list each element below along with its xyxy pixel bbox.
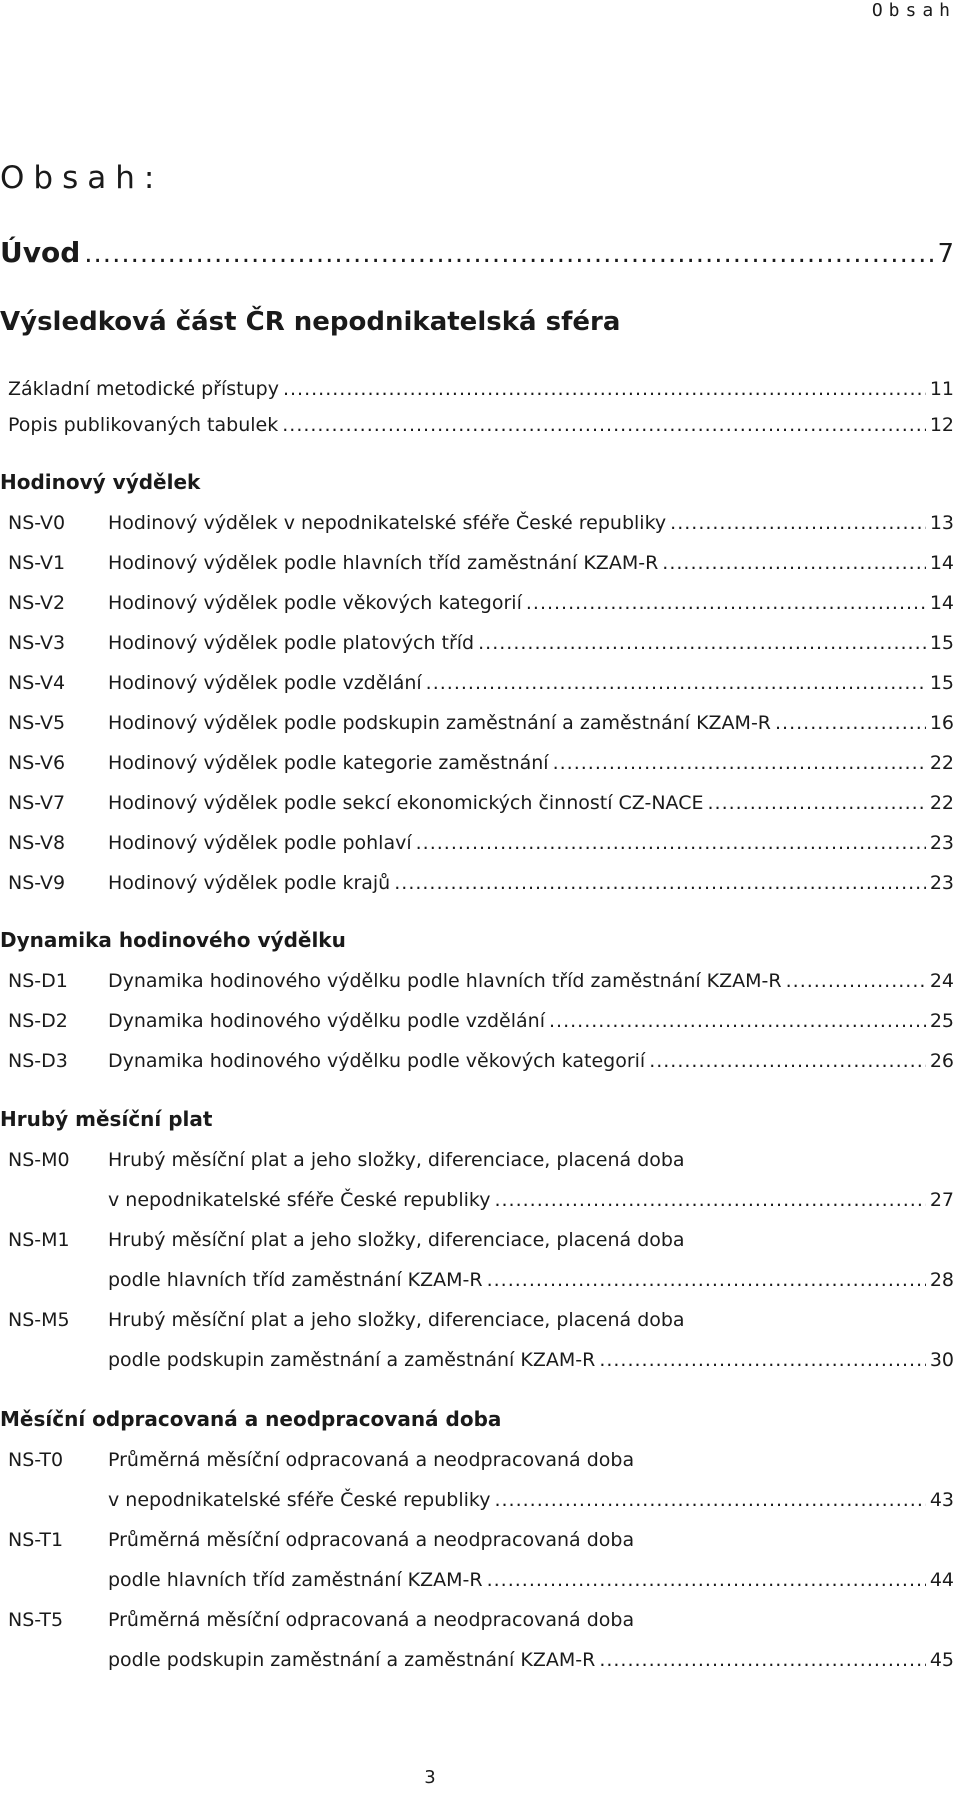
dot-leader: [708, 792, 926, 811]
toc-entry-ns-m5[interactable]: [108, 1349, 954, 1371]
dot-leader: [416, 832, 926, 851]
toc-entry-ns-m0[interactable]: [108, 1189, 954, 1211]
dot-leader: [549, 1010, 926, 1029]
toc-code: NS-V2: [8, 592, 66, 614]
toc-code: NS-M1: [8, 1229, 70, 1251]
toc-entry-label: Hodinový výdělek v nepodnikatelské sféře České republiky: [108, 512, 667, 534]
toc-code: NS-V4: [8, 672, 66, 694]
toc-entry-label: Hodinový výdělek podle sekcí ekonomických činností CZ-NACE: [108, 792, 704, 814]
toc-entry-page: 15: [929, 632, 954, 654]
running-header: Obsah: [871, 0, 956, 21]
toc-entry-label: Hodinový výdělek podle věkových kategorií: [108, 592, 522, 614]
toc-entry-ns-v7[interactable]: [108, 792, 954, 814]
toc-code: NS-V6: [8, 752, 66, 774]
toc-code: NS-M0: [8, 1149, 70, 1171]
toc-entry-ns-d3[interactable]: [108, 1050, 954, 1072]
dot-leader: [775, 712, 926, 731]
toc-code: NS-T5: [8, 1609, 64, 1631]
toc-entry-ns-t1[interactable]: [108, 1569, 954, 1591]
section-heading-hourly: Hodinový výdělek: [0, 470, 201, 494]
toc-entry-label: Hodinový výdělek podle platových tříd: [108, 632, 475, 654]
section-heading-monthly: Hrubý měsíční plat: [0, 1107, 213, 1131]
toc-entry-label: Hodinový výdělek podle podskupin zaměstnání a zaměstnání KZAM-R: [108, 712, 771, 734]
toc-code: NS-D3: [8, 1050, 68, 1072]
toc-entry-ns-v2[interactable]: [108, 592, 954, 614]
toc-entry-page: 25: [929, 1010, 954, 1032]
toc-entry-label-line1: Průměrná měsíční odpracovaná a neodpracovaná doba: [108, 1609, 635, 1631]
dot-leader: [599, 1349, 926, 1368]
toc-entry-ns-v9[interactable]: [108, 872, 954, 894]
toc-code: NS-D1: [8, 970, 68, 992]
toc-code: NS-V8: [8, 832, 66, 854]
toc-entry-page: 23: [929, 872, 954, 894]
toc-entry-methodology[interactable]: [8, 378, 954, 400]
part-heading: Výsledková část ČR nepodnikatelská sféra: [0, 307, 621, 337]
toc-entry-page: 14: [929, 592, 954, 614]
toc-entry-page: 22: [929, 792, 954, 814]
toc-entry-ns-v3[interactable]: [108, 632, 954, 654]
toc-entry-label: Základní metodické přístupy: [8, 378, 279, 400]
toc-entry-page: 24: [929, 970, 954, 992]
page-number: 3: [424, 1767, 436, 1788]
toc-entry-label: Dynamika hodinového výdělku podle vzdělání: [108, 1010, 545, 1032]
dot-leader: [84, 239, 933, 265]
toc-entry-label: podle hlavních tříd zaměstnání KZAM-R: [108, 1569, 483, 1591]
dot-leader: [662, 552, 926, 571]
dot-leader: [599, 1649, 926, 1668]
toc-entry-label-line1: Hrubý měsíční plat a jeho složky, diferenciace, placená doba: [108, 1309, 685, 1331]
toc-entry-label: Dynamika hodinového výdělku podle hlavních tříd zaměstnání KZAM-R: [108, 970, 782, 992]
toc-entry-label: Hodinový výdělek podle krajů: [108, 872, 391, 894]
page-title: Obsah:: [0, 160, 164, 196]
section-heading-worked-time: Měsíční odpracovaná a neodpracovaná doba: [0, 1407, 502, 1431]
toc-entry-label: Popis publikovaných tabulek: [8, 414, 279, 436]
toc-entry-page: 11: [929, 378, 954, 400]
toc-code: NS-M5: [8, 1309, 70, 1331]
toc-code: NS-V9: [8, 872, 66, 894]
toc-entry-page: 22: [929, 752, 954, 774]
toc-entry-page: 30: [929, 1349, 954, 1371]
dot-leader: [670, 512, 926, 531]
toc-entry-label: podle podskupin zaměstnání a zaměstnání KZAM-R: [108, 1349, 596, 1371]
dot-leader: [649, 1050, 926, 1069]
toc-entry-page: 43: [929, 1489, 954, 1511]
toc-entry-page: 23: [929, 832, 954, 854]
dot-leader: [282, 414, 926, 433]
toc-code: NS-V3: [8, 632, 66, 654]
toc-entry-ns-t5[interactable]: [108, 1649, 954, 1671]
toc-entry-page: 14: [929, 552, 954, 574]
toc-entry-page: 45: [929, 1649, 954, 1671]
section-heading-dynamics: Dynamika hodinového výdělku: [0, 928, 346, 952]
toc-entry-ns-m1[interactable]: [108, 1269, 954, 1291]
dot-leader: [526, 592, 926, 611]
toc-entry-tables-description[interactable]: [8, 414, 954, 436]
toc-entry-page: 26: [929, 1050, 954, 1072]
dot-leader: [487, 1569, 926, 1588]
toc-entry-ns-v4[interactable]: [108, 672, 954, 694]
toc-entry-ns-v8[interactable]: [108, 832, 954, 854]
toc-entry-page: 28: [929, 1269, 954, 1291]
toc-code: NS-V7: [8, 792, 66, 814]
toc-entry-label: podle hlavních tříd zaměstnání KZAM-R: [108, 1269, 483, 1291]
toc-entry-ns-v5[interactable]: [108, 712, 954, 734]
dot-leader: [553, 752, 926, 771]
toc-entry-page: 44: [929, 1569, 954, 1591]
toc-entry-page: 13: [929, 512, 954, 534]
toc-entry-label-line1: Průměrná měsíční odpracovaná a neodpracovaná doba: [108, 1449, 635, 1471]
toc-entry-page: 12: [929, 414, 954, 436]
toc-entry-label: Úvod: [0, 236, 81, 269]
toc-entry-label: Hodinový výdělek podle hlavních tříd zaměstnání KZAM-R: [108, 552, 659, 574]
toc-entry-label: v nepodnikatelské sféře České republiky: [108, 1489, 491, 1511]
toc-entry-label: Hodinový výdělek podle pohlaví: [108, 832, 412, 854]
toc-code: NS-V0: [8, 512, 66, 534]
toc-code: NS-D2: [8, 1010, 68, 1032]
toc-code: NS-T1: [8, 1529, 64, 1551]
toc-entry-label: podle podskupin zaměstnání a zaměstnání KZAM-R: [108, 1649, 596, 1671]
dot-leader: [786, 970, 926, 989]
toc-entry-ns-v6[interactable]: [108, 752, 954, 774]
toc-entry-label: v nepodnikatelské sféře České republiky: [108, 1189, 491, 1211]
dot-leader: [494, 1189, 925, 1208]
toc-entry-label: Dynamika hodinového výdělku podle věkových kategorií: [108, 1050, 646, 1072]
dot-leader: [478, 632, 926, 651]
toc-entry-ns-v0[interactable]: [108, 512, 954, 534]
toc-entry-ns-d2[interactable]: [108, 1010, 954, 1032]
dot-leader: [394, 872, 926, 891]
toc-entry-label-line1: Hrubý měsíční plat a jeho složky, diferenciace, placená doba: [108, 1229, 685, 1251]
toc-entry-ns-v1[interactable]: [108, 552, 954, 574]
toc-code: NS-V1: [8, 552, 66, 574]
toc-entry-page: 16: [929, 712, 954, 734]
toc-entry-ns-d1[interactable]: [108, 970, 954, 992]
toc-entry-page: 15: [929, 672, 954, 694]
toc-entry-ns-t0[interactable]: [108, 1489, 954, 1511]
toc-entry-page: 27: [929, 1189, 954, 1211]
dot-leader: [487, 1269, 926, 1288]
toc-code: NS-V5: [8, 712, 66, 734]
toc-entry-label: Hodinový výdělek podle kategorie zaměstnání: [108, 752, 549, 774]
dot-leader: [283, 378, 926, 397]
toc-entry-intro[interactable]: [0, 236, 954, 269]
dot-leader: [494, 1489, 925, 1508]
toc-entry-page: 7: [937, 239, 954, 269]
toc-entry-label-line1: Průměrná měsíční odpracovaná a neodpracovaná doba: [108, 1529, 635, 1551]
dot-leader: [426, 672, 926, 691]
toc-code: NS-T0: [8, 1449, 64, 1471]
toc-entry-label: Hodinový výdělek podle vzdělání: [108, 672, 422, 694]
toc-entry-label-line1: Hrubý měsíční plat a jeho složky, diferenciace, placená doba: [108, 1149, 685, 1171]
